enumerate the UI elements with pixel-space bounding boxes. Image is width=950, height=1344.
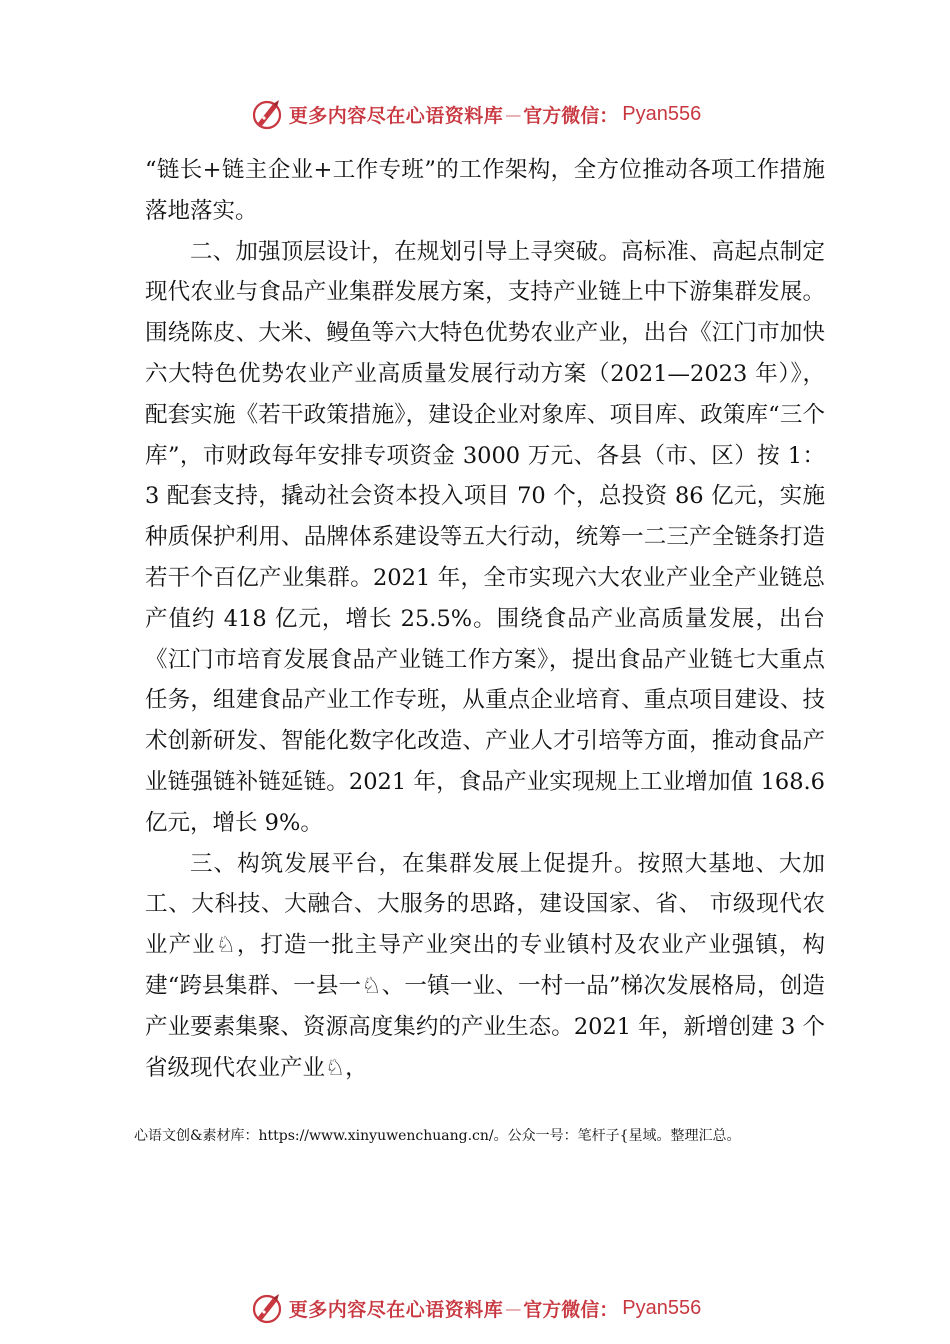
footer-note: 心语文创&素材库：https://www.xinyuwenchuang.cn/。公众一号：笔杆子{星域。整理汇总。 [134,1128,741,1144]
paragraph: “链长+链主企业+工作专班”的工作架构，全方位推动各项工作措施落地落实。 [145,157,825,224]
site-slogan: 更多内容尽在心语资料库 [288,104,504,127]
wechat-label: 官方微信： [523,104,619,127]
site-slogan: 更多内容尽在心语资料库 [288,1298,504,1321]
document-body [145,150,825,1088]
slogan-dash: — [505,1298,522,1318]
header-banner [0,94,950,134]
footer-banner [0,1288,950,1328]
wechat-id: Pyan556 [622,102,702,125]
pen-nib-circle-icon [249,96,285,132]
slogan-dash: — [505,104,522,124]
pen-nib-circle-icon [249,1290,285,1326]
paragraph: 二、加强顶层设计，在规划引导上寻突破。高标准、高起点制定现代农业与食品产业集群发展方案，支持产业链上中下游集群发展。围绕陈皮、大米、鳗鱼等六大特色优势农业产业，出台《江门市加快六大特色优势农业产业高质量发展行动方案（2021—2023 年）》，配套实施《若干政策措施》，建设企业对象库、项目库、政策库“三个库”，市财政每年安排专项资金 3000 万元、各县（市、区）按 1：3 配套支持，撬动社会资本投入项目 70 个，总投资 86 亿元，实施种质保护利用、品牌体系建设等五大行动，统筹一二三产全链条打造若干个百亿产业集群。2021 年，全市实现六大农业产业全产业链总产值约 418 亿元，增长 25.5%。围绕食品产业高质量发展，出台《江门市培育发展食品产业链工作方案》，提出食品产业链七大重点任务，组建食品产业工作专班，从重点企业培育、重点项目建设、技术创新研发、智能化数字化改造、产业人才引培等方面，推动食品产业链强链补链延链。2021 年，食品产业实现规上工业增加值 168.6 亿元，增长 9%。 [145,238,825,836]
wechat-id: Pyan556 [622,1296,702,1319]
wechat-label: 官方微信： [523,1298,619,1321]
paragraph: 三、构筑发展平台，在集群发展上促提升。按照大基地、大加工、大科技、大融合、大服务的思路，建设国家、省、 市级现代农业产业♘，打造一批主导产业突出的专业镇村及农业产业强镇，构建“跨县集群、一县一♘、一镇一业、一村一品”梯次发展格局，创造产业要素集聚、资源高度集约的产业生态。2021 年，新增创建 3 个省级现代农业产业♘， [145,850,825,1081]
